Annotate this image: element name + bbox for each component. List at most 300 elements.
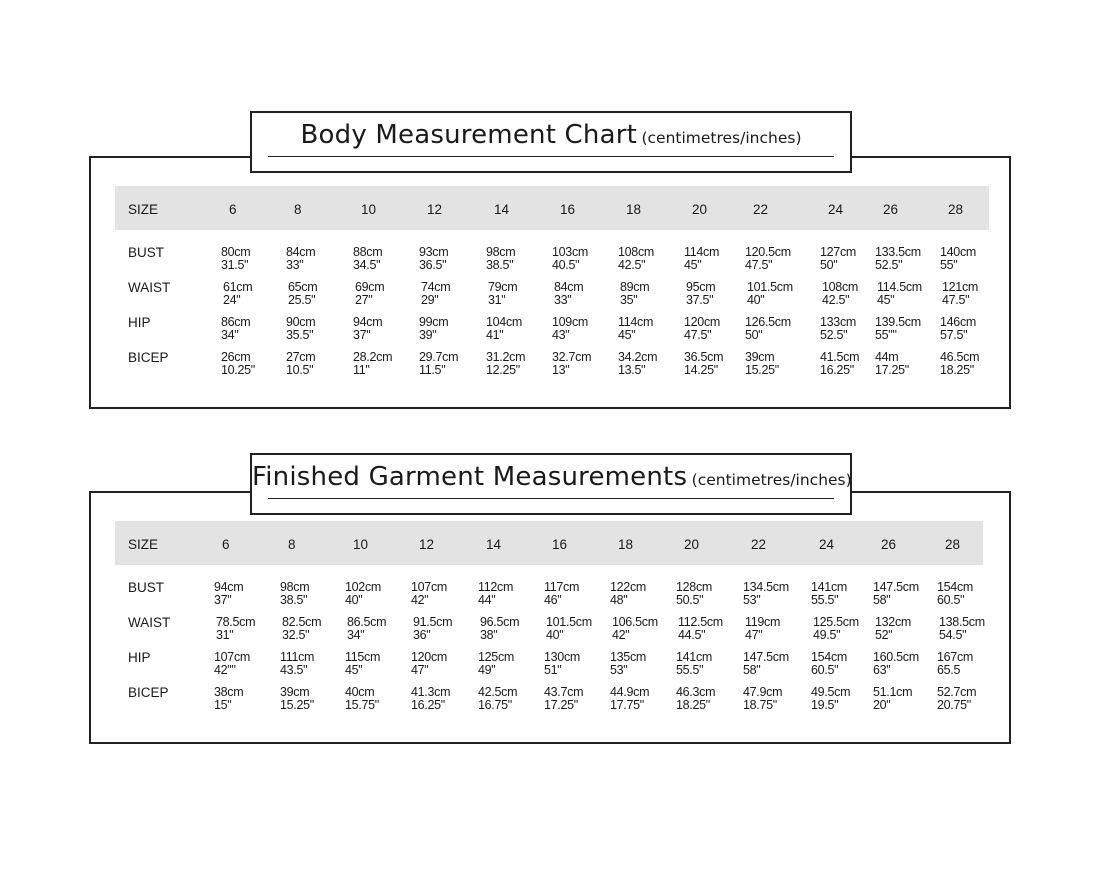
inch-value: 47.5" (942, 293, 970, 307)
size-column-header: 16 (560, 202, 576, 217)
inch-value: 42.5" (618, 258, 646, 272)
header-band (115, 521, 983, 565)
cm-value: 133cm (820, 315, 857, 329)
body-measurement-subtitle: (centimetres/inches) (641, 129, 802, 147)
inch-value: 40" (546, 628, 564, 642)
cm-value: 38cm (214, 685, 244, 699)
cm-value: 139.5cm (875, 315, 921, 329)
inch-value: 38.5" (280, 593, 308, 607)
measurement-cell (221, 246, 250, 272)
cm-value: 90cm (286, 315, 316, 329)
inch-value: 53" (743, 593, 761, 607)
inch-value: 16.75" (478, 698, 512, 712)
inch-value: 54.5" (939, 628, 967, 642)
inch-value: 13" (552, 363, 570, 377)
cm-value: 122cm (610, 580, 647, 594)
measurement-cell (612, 616, 658, 642)
measurement-cell (480, 616, 519, 642)
cm-value: 128cm (676, 580, 713, 594)
measurement-cell (280, 686, 314, 712)
measurement-cell (282, 616, 321, 642)
cm-value: 121cm (942, 280, 979, 294)
cm-value: 125.5cm (813, 615, 859, 629)
inch-value: 31" (216, 628, 234, 642)
inch-value: 31.5" (221, 258, 249, 272)
inch-value: 13.5" (618, 363, 646, 377)
measurement-cell (620, 281, 649, 307)
cm-value: 44m (875, 350, 899, 364)
measurement-cell (411, 651, 447, 677)
measurement-cell (345, 581, 381, 607)
size-column-header: 20 (692, 202, 708, 217)
cm-value: 89cm (620, 280, 650, 294)
measurement-cell (286, 246, 315, 272)
cm-value: 130cm (544, 650, 581, 664)
inch-value: 55"" (875, 328, 897, 342)
inch-value: 20" (873, 698, 891, 712)
inch-value: 52.5" (875, 258, 903, 272)
measurement-cell (411, 686, 450, 712)
measurement-cell (811, 581, 847, 607)
size-column-header: 26 (883, 202, 899, 217)
cm-value: 44.9cm (610, 685, 650, 699)
inch-value: 55" (940, 258, 958, 272)
cm-value: 95cm (686, 280, 716, 294)
size-column-header: 26 (881, 537, 897, 552)
inch-value: 10.25" (221, 363, 255, 377)
inch-value: 42" (612, 628, 630, 642)
cm-value: 102cm (345, 580, 382, 594)
measurement-cell (873, 581, 919, 607)
measurement-cell (478, 651, 514, 677)
inch-value: 15.25" (280, 698, 314, 712)
measurement-cell (419, 351, 458, 377)
cm-value: 98cm (486, 245, 516, 259)
inch-value: 11" (353, 363, 370, 377)
measurement-cell (684, 351, 723, 377)
inch-value: 46" (544, 593, 562, 607)
inch-value: 29" (421, 293, 439, 307)
measurement-cell (618, 246, 654, 272)
inch-value: 15.75" (345, 698, 379, 712)
inch-value: 53" (610, 663, 628, 677)
inch-value: 57.5" (940, 328, 968, 342)
cm-value: 91.5cm (413, 615, 453, 629)
inch-value: 14.25" (684, 363, 718, 377)
size-column-header: 12 (419, 537, 435, 552)
inch-value: 55.5" (676, 663, 704, 677)
inch-value: 17.75" (610, 698, 644, 712)
measurement-cell (686, 281, 715, 307)
inch-value: 12.25" (486, 363, 520, 377)
measurement-cell (214, 651, 250, 677)
inch-value: 36" (413, 628, 431, 642)
inch-value: 44.5" (678, 628, 706, 642)
cm-value: 39cm (745, 350, 775, 364)
cm-value: 147.5cm (873, 580, 919, 594)
measurement-cell (678, 616, 723, 642)
measurement-cell (486, 246, 515, 272)
measurement-cell (353, 316, 382, 342)
measurement-cell (820, 316, 856, 342)
cm-value: 141cm (676, 650, 713, 664)
garment-measurement-subtitle: (centimetres/inches) (691, 471, 852, 489)
inch-value: 17.25" (875, 363, 909, 377)
size-column-header: 22 (753, 202, 769, 217)
cm-value: 94cm (214, 580, 244, 594)
cm-value: 43.7cm (544, 685, 584, 699)
measurement-cell (610, 581, 646, 607)
inch-value: 35" (620, 293, 638, 307)
cm-value: 80cm (221, 245, 251, 259)
cm-value: 120cm (684, 315, 721, 329)
header-band (115, 186, 989, 230)
measurement-cell (610, 651, 646, 677)
measurement-cell (353, 351, 392, 377)
measurement-cell (942, 281, 978, 307)
measurement-cell (676, 686, 715, 712)
body-measurement-panel (89, 156, 1011, 409)
inch-value: 15.25" (745, 363, 779, 377)
measurement-cell (676, 651, 712, 677)
measurement-cell (747, 281, 793, 307)
measurement-cell (216, 616, 255, 642)
measurement-cell (875, 246, 921, 272)
cm-value: 154cm (937, 580, 974, 594)
inch-value: 65.5 (937, 663, 961, 677)
inch-value: 58" (873, 593, 891, 607)
cm-value: 134.5cm (743, 580, 789, 594)
inch-value: 20.75" (937, 698, 971, 712)
inch-value: 33" (286, 258, 304, 272)
measurement-cell (873, 686, 912, 712)
cm-value: 119cm (745, 615, 781, 629)
measurement-cell (214, 581, 243, 607)
cm-value: 120cm (411, 650, 448, 664)
inch-value: 18.25" (676, 698, 710, 712)
cm-value: 147.5cm (743, 650, 789, 664)
cm-value: 41.5cm (820, 350, 860, 364)
measurement-cell (877, 281, 922, 307)
size-column-header: 12 (427, 202, 443, 217)
cm-value: 108cm (822, 280, 859, 294)
inch-value: 52.5" (820, 328, 848, 342)
measurement-cell (544, 651, 580, 677)
cm-value: 167cm (937, 650, 974, 664)
size-header-label: SIZE (128, 202, 159, 217)
inch-value: 10.5" (286, 363, 314, 377)
measurement-row-label: BICEP (128, 350, 169, 365)
measurement-cell (554, 281, 583, 307)
measurement-cell (813, 616, 859, 642)
cm-value: 46.3cm (676, 685, 716, 699)
measurement-cell (822, 281, 858, 307)
cm-value: 138.5cm (939, 615, 985, 629)
inch-value: 42.5" (822, 293, 850, 307)
inch-value: 40" (747, 293, 765, 307)
cm-value: 86.5cm (347, 615, 387, 629)
inch-value: 42"" (214, 663, 236, 677)
size-column-header: 10 (353, 537, 369, 552)
cm-value: 79cm (488, 280, 518, 294)
cm-value: 49.5cm (811, 685, 851, 699)
cm-value: 42.5cm (478, 685, 518, 699)
cm-value: 98cm (280, 580, 310, 594)
measurement-cell (544, 581, 579, 607)
cm-value: 117cm (544, 580, 580, 594)
inch-value: 52" (875, 628, 893, 642)
inch-value: 37" (214, 593, 232, 607)
cm-value: 40cm (345, 685, 375, 699)
cm-value: 46.5cm (940, 350, 980, 364)
cm-value: 107cm (411, 580, 448, 594)
cm-value: 29.7cm (419, 350, 459, 364)
cm-value: 114cm (684, 245, 720, 259)
inch-value: 37" (353, 328, 371, 342)
inch-value: 33" (554, 293, 572, 307)
size-column-header: 18 (618, 537, 634, 552)
size-column-header: 14 (486, 537, 502, 552)
cm-value: 32.7cm (552, 350, 592, 364)
cm-value: 74cm (421, 280, 451, 294)
inch-value: 37.5" (686, 293, 714, 307)
measurement-cell (811, 686, 850, 712)
cm-value: 146cm (940, 315, 977, 329)
measurement-cell (345, 686, 379, 712)
measurement-cell (937, 581, 973, 607)
size-column-header: 28 (948, 202, 964, 217)
measurement-cell (546, 616, 592, 642)
inch-value: 35.5" (286, 328, 314, 342)
size-column-header: 16 (552, 537, 568, 552)
inch-value: 34" (221, 328, 239, 342)
cm-value: 103cm (552, 245, 589, 259)
inch-value: 16.25" (820, 363, 854, 377)
title-underline (268, 156, 834, 157)
cm-value: 107cm (214, 650, 251, 664)
size-column-header: 14 (494, 202, 510, 217)
measurement-cell (280, 581, 309, 607)
measurement-cell (286, 351, 315, 377)
cm-value: 39cm (280, 685, 310, 699)
measurement-cell (478, 686, 517, 712)
inch-value: 32.5" (282, 628, 310, 642)
cm-value: 104cm (486, 315, 523, 329)
cm-value: 106.5cm (612, 615, 658, 629)
cm-value: 78.5cm (216, 615, 256, 629)
cm-value: 132cm (875, 615, 912, 629)
measurement-cell (411, 581, 447, 607)
cm-value: 101.5cm (546, 615, 592, 629)
cm-value: 141cm (811, 580, 848, 594)
inch-value: 17.25" (544, 698, 578, 712)
inch-value: 25.5" (288, 293, 316, 307)
inch-value: 38" (480, 628, 498, 642)
inch-value: 41" (486, 328, 504, 342)
measurement-row-label: BUST (128, 245, 165, 260)
inch-value: 36.5" (419, 258, 447, 272)
inch-value: 18.25" (940, 363, 974, 377)
measurement-cell (743, 581, 789, 607)
cm-value: 154cm (811, 650, 848, 664)
cm-value: 47.9cm (743, 685, 783, 699)
cm-value: 135cm (610, 650, 647, 664)
inch-value: 47.5" (684, 328, 712, 342)
measurement-cell (488, 281, 517, 307)
cm-value: 126.5cm (745, 315, 791, 329)
cm-value: 31.2cm (486, 350, 526, 364)
cm-value: 52.7cm (937, 685, 977, 699)
inch-value: 50.5" (676, 593, 704, 607)
cm-value: 28.2cm (353, 350, 393, 364)
inch-value: 48" (610, 593, 628, 607)
inch-value: 63" (873, 663, 891, 677)
title-underline (268, 498, 834, 499)
cm-value: 84cm (286, 245, 316, 259)
cm-value: 34.2cm (618, 350, 658, 364)
measurement-cell (745, 316, 791, 342)
measurement-cell (684, 316, 720, 342)
measurement-cell (940, 246, 976, 272)
cm-value: 51.1cm (873, 685, 913, 699)
cm-value: 99cm (419, 315, 449, 329)
body-measurement-title: Body Measurement Chart (300, 120, 638, 150)
measurement-cell (875, 316, 921, 342)
size-column-header: 24 (828, 202, 844, 217)
cm-value: 133.5cm (875, 245, 921, 259)
measurement-cell (743, 686, 782, 712)
size-column-header: 10 (361, 202, 377, 217)
measurement-cell (478, 581, 513, 607)
inch-value: 40.5" (552, 258, 580, 272)
inch-value: 19.5" (811, 698, 839, 712)
measurement-cell (875, 616, 911, 642)
garment-measurement-title: Finished Garment Measurements (252, 462, 688, 492)
measurement-cell (280, 651, 314, 677)
size-header-label: SIZE (128, 537, 159, 552)
measurement-cell (937, 686, 976, 712)
inch-value: 43.5" (280, 663, 308, 677)
inch-value: 47" (745, 628, 763, 642)
inch-value: 39" (419, 328, 437, 342)
measurement-cell (745, 351, 779, 377)
measurement-cell (544, 686, 583, 712)
inch-value: 58" (743, 663, 761, 677)
measurement-cell (221, 351, 255, 377)
measurement-cell (345, 651, 380, 677)
measurement-cell (940, 351, 979, 377)
size-column-header: 24 (819, 537, 835, 552)
measurement-cell (939, 616, 985, 642)
measurement-cell (684, 246, 719, 272)
cm-value: 125cm (478, 650, 515, 664)
cm-value: 101.5cm (747, 280, 793, 294)
measurement-cell (875, 351, 909, 377)
measurement-row-label: HIP (128, 650, 151, 665)
measurement-cell (743, 651, 789, 677)
inch-value: 60.5" (811, 663, 839, 677)
cm-value: 112.5cm (678, 615, 723, 629)
measurement-row-label: WAIST (128, 615, 171, 630)
cm-value: 114.5cm (877, 280, 922, 294)
garment-measurement-panel (89, 491, 1011, 744)
cm-value: 115cm (345, 650, 381, 664)
inch-value: 18.75" (743, 698, 777, 712)
measurement-cell (820, 246, 856, 272)
size-column-header: 8 (294, 202, 302, 217)
measurement-cell (223, 281, 252, 307)
size-column-header: 28 (945, 537, 961, 552)
size-column-header: 8 (288, 537, 296, 552)
cm-value: 120.5cm (745, 245, 791, 259)
inch-value: 50" (745, 328, 763, 342)
inch-value: 31" (488, 293, 506, 307)
cm-value: 114cm (618, 315, 654, 329)
measurement-cell (618, 351, 657, 377)
measurement-cell (419, 316, 448, 342)
measurement-cell (355, 281, 384, 307)
inch-value: 45" (684, 258, 702, 272)
measurement-cell (421, 281, 450, 307)
inch-value: 60.5" (937, 593, 965, 607)
inch-value: 15" (214, 698, 232, 712)
cm-value: 94cm (353, 315, 383, 329)
measurement-cell (419, 246, 448, 272)
inch-value: 45" (345, 663, 363, 677)
cm-value: 108cm (618, 245, 655, 259)
measurement-cell (486, 351, 525, 377)
inch-value: 38.5" (486, 258, 514, 272)
measurement-cell (811, 651, 847, 677)
cm-value: 26cm (221, 350, 251, 364)
measurement-cell (286, 316, 315, 342)
inch-value: 34" (347, 628, 365, 642)
measurement-cell (618, 316, 653, 342)
measurement-row-label: HIP (128, 315, 151, 330)
cm-value: 93cm (419, 245, 449, 259)
inch-value: 44" (478, 593, 496, 607)
measurement-cell (214, 686, 243, 712)
measurement-cell (676, 581, 712, 607)
cm-value: 36.5cm (684, 350, 724, 364)
size-column-header: 18 (626, 202, 642, 217)
inch-value: 45" (618, 328, 636, 342)
measurement-cell (486, 316, 522, 342)
inch-value: 43" (552, 328, 570, 342)
inch-value: 55.5" (811, 593, 839, 607)
measurement-cell (288, 281, 317, 307)
measurement-cell (221, 316, 250, 342)
cm-value: 127cm (820, 245, 857, 259)
body-measurement-title-box (250, 111, 852, 173)
measurement-row-label: WAIST (128, 280, 171, 295)
measurement-cell (552, 351, 591, 377)
inch-value: 51" (544, 663, 562, 677)
inch-value: 24" (223, 293, 241, 307)
cm-value: 109cm (552, 315, 589, 329)
cm-value: 160.5cm (873, 650, 919, 664)
cm-value: 65cm (288, 280, 318, 294)
inch-value: 16.25" (411, 698, 445, 712)
measurement-cell (610, 686, 649, 712)
inch-value: 34.5" (353, 258, 381, 272)
size-column-header: 6 (222, 537, 230, 552)
cm-value: 41.3cm (411, 685, 451, 699)
size-column-header: 22 (751, 537, 767, 552)
cm-value: 86cm (221, 315, 251, 329)
cm-value: 112cm (478, 580, 514, 594)
measurement-row-label: BUST (128, 580, 165, 595)
